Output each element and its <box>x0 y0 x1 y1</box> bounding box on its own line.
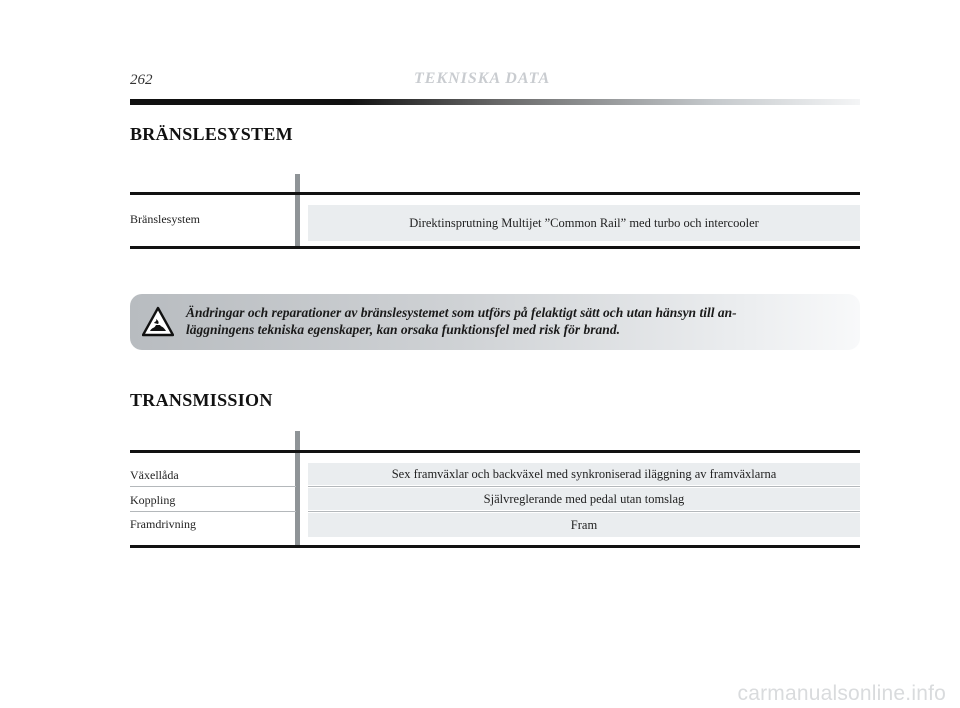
table-bottom-rule <box>130 246 860 249</box>
row-label-fuel-system: Bränslesystem <box>130 212 200 226</box>
row-value-fuel-system: Direktinsprutning Multijet ”Common Rail” med turbo och intercooler <box>308 205 860 241</box>
row-value-drive: Fram <box>308 513 860 537</box>
row-label-drive: Framdrivning <box>130 517 196 531</box>
watermark: carmanualsonline.info <box>737 682 946 705</box>
transmission-heading: TRANSMISSION <box>130 390 273 410</box>
row-label-gearbox: Växellåda <box>130 468 179 482</box>
row-value-gearbox: Sex framväxlar och backväxel med synkroniserad iläggning av framväxlarna <box>308 463 860 485</box>
warning-triangle-icon <box>142 306 174 338</box>
warning-text-line-2: läggningens tekniska egenskaper, kan orsaka funktionsfel med risk för brand. <box>186 322 620 337</box>
header-rule <box>130 99 860 105</box>
table-divider-bar <box>295 431 300 547</box>
warning-text <box>186 304 846 338</box>
table-divider-bar <box>295 174 300 248</box>
row-value-clutch: Självreglerande med pedal utan tomslag <box>308 488 860 510</box>
running-header-title: TEKNISKA DATA <box>414 70 551 87</box>
fuel-system-heading: BRÄNSLESYSTEM <box>130 124 293 144</box>
table-top-rule <box>130 450 860 453</box>
row-separator <box>130 511 296 512</box>
warning-text-line-1: Ändringar och reparationer av bränslesystemet som utförs på felaktigt sätt och utan hänsyn till an- <box>186 305 737 320</box>
row-label-clutch: Koppling <box>130 493 176 507</box>
row-separator <box>130 486 296 487</box>
row-separator <box>308 486 860 487</box>
table-top-rule <box>130 192 860 195</box>
table-bottom-rule <box>130 545 860 548</box>
row-separator <box>308 511 860 512</box>
page-number: 262 <box>130 72 153 88</box>
